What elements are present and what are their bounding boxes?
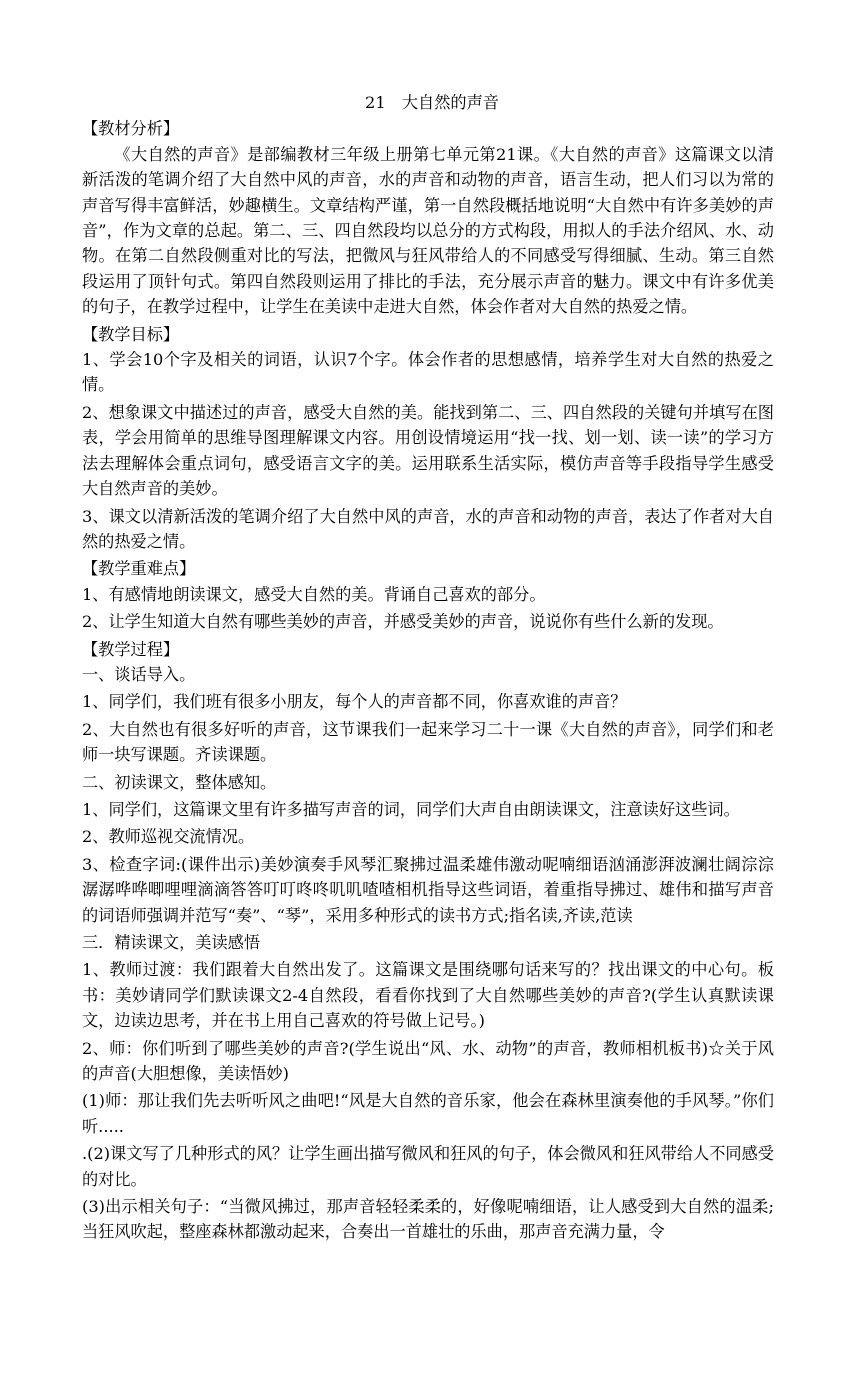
paragraph-process-8: 三．精读课文，美读感悟 — [82, 933, 261, 952]
paragraph-process-11: (1)师：那让我们先去听听风之曲吧!“风是大自然的音乐家，他会在森林里演奏他的手风琴。”你们听..... — [82, 1091, 774, 1136]
paragraph-process-2: 1、同学们，我们班有很多小朋友，每个人的声音都不同，你喜欢谁的声音？ — [82, 692, 627, 712]
document-page — [82, 90, 774, 1247]
paragraph-process-13: (3)出示相关句子：“当微风拂过，那声音轻轻柔柔的，好像呢喃细语，让人感受到大自然的温柔;当狂风吹起，整座森林都激动起来，合奏出一首雄壮的乐曲，那声音充满力量，令 — [82, 1197, 774, 1242]
paragraph-process-3: 2、大自然也有很多好听的声音，这节课我们一起来学习二十一课《大自然的声音》，同学们和老师一块写课题。齐读课题。 — [82, 719, 774, 765]
section-heading-analysis: 【教材分析】 — [82, 119, 180, 139]
paragraph-process-6: 2、教师巡视交流情况。 — [82, 827, 255, 847]
paragraph-process-1: 一、谈话导入。 — [82, 664, 196, 684]
paragraph-analysis-1: 《大自然的声音》是部编教材三年级上册第七单元第21课。《大自然的声音》这篇课文以清新活泼的笔调介绍了大自然中风的声音，水的声音和动物的声音，语言生动，把人们习以为常的声音写得丰富鲜活，妙趣横生。文章结构严谨，第一自然段概括地说明“大自然中有许多美妙的声音”，作为文章的总起。第二、三、四自然段均以总分的方式构段，用拟人的手法介绍风、水、动物。在第二自然段侧重对比的写法，把微风与狂风带给人的不同感受写得细腻、生动。第三自然段运用了顶针句式。第四自然段则运用了排比的手法，充分展示声音的魅力。课文中有许多优美的句子，在教学过程中，让学生在美读中走进大自然，体会作者对大自然的热爱之情。 — [82, 144, 774, 317]
paragraph-key-point-2: 2、让学生知道大自然有哪些美妙的声音，并感受美妙的声音，说说你有些什么新的发现。 — [82, 612, 724, 632]
paragraph-goal-2: 2、想象课文中描述过的声音，感受大自然的美。能找到第二、三、四自然段的关键句并填写在图表，学会用简单的思维导图理解课文内容。用创设情境运用“找一找、划一划、读一读”的学习方法去理解体会重点词句，感受语言文字的美。运用联系生活实际，模仿声音等手段指导学生感受大自然声音的美妙。 — [82, 402, 774, 499]
document-title: 21 大自然的声音 — [365, 93, 499, 112]
paragraph-process-12: .(2)课文写了几种形式的风？让学生画出描写微风和狂风的句子，体会微风和狂风带给人不同感受的对比。 — [82, 1144, 774, 1189]
paragraph-goal-3: 3、课文以清新活泼的笔调介绍了大自然中风的声音，水的声音和动物的声音，表达了作者对大自然的热爱之情。 — [82, 506, 774, 551]
paragraph-process-4: 二、初读课文，整体感知。 — [82, 772, 277, 792]
section-heading-process: 【教学过程】 — [82, 639, 180, 659]
paragraph-process-10: 2、师：你们听到了哪些美妙的声音?(学生说出“风、水、动物”的声音，教师相机板书)☆关于风的声音(大胆想像，美读悟妙) — [82, 1038, 774, 1084]
paragraph-goal-1: 1、学会10个字及相关的词语，认识7个字。体会作者的思想感情，培养学生对大自然的热爱之情。 — [82, 350, 774, 395]
paragraph-process-9: 1、教师过渡：我们跟着大自然出发了。这篇课文是围绕哪句话来写的？找出课文的中心句。板书：美妙请同学们默读课文2-4自然段，看看你找到了大自然哪些美妙的声音?(学生认真默读课文，边读边思考，并在书上用自己喜欢的符号做上记号。) — [82, 960, 774, 1031]
paragraph-process-5: 1、同学们，这篇课文里有许多描写声音的词，同学们大声自由朗读课文，注意读好这些词。 — [82, 799, 740, 819]
paragraph-key-point-1: 1、有感情地朗读课文，感受大自然的美。背诵自己喜欢的部分。 — [82, 584, 546, 604]
section-heading-goals: 【教学目标】 — [82, 324, 180, 344]
paragraph-process-7: 3、检查字词:(课件出示)美妙演奏手风琴汇聚拂过温柔雄伟激动呢喃细语汹涌澎湃波澜壮阔淙淙潺潺哗哗唧哩哩滴滴答答叮叮咚咚叽叽喳喳相机指导这些词语，着重指导拂过、雄伟和描写声音的词语师强调并范写“奏”、“琴”，采用多种形式的读书方式;指名读,齐读,范读 — [82, 854, 774, 925]
section-heading-key-points: 【教学重难点】 — [82, 559, 196, 579]
